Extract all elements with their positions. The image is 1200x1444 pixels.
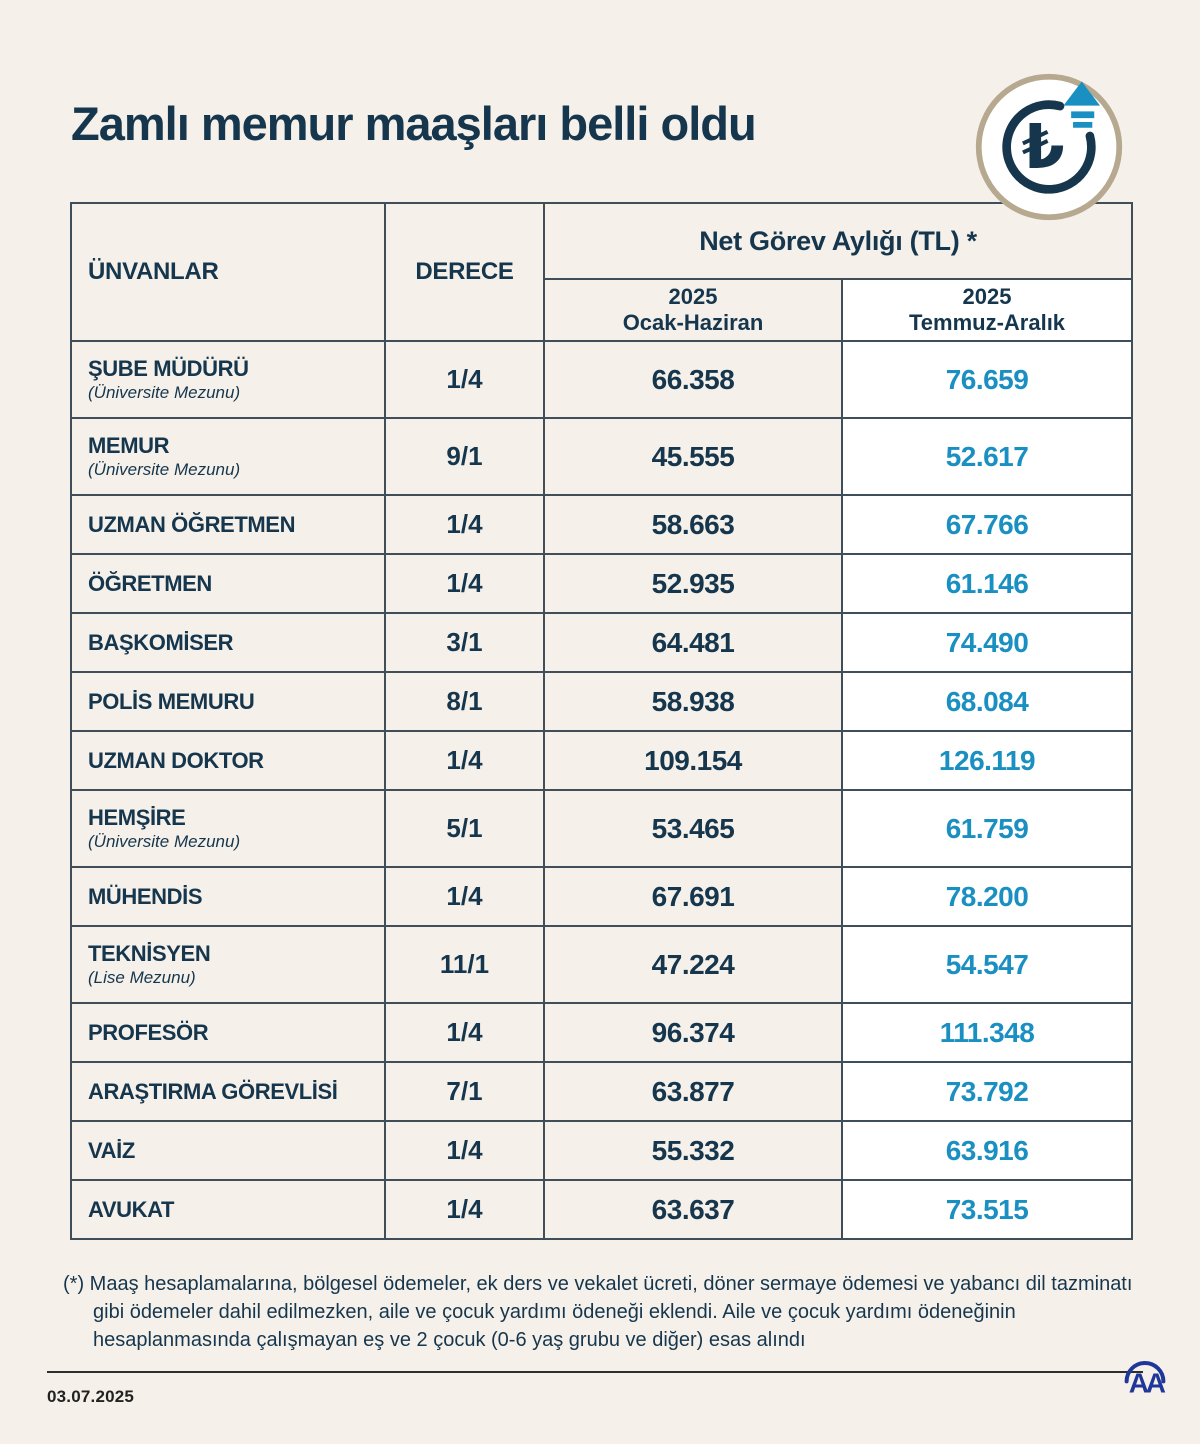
- derece-value: 1/4: [385, 1121, 544, 1180]
- job-title: UZMAN ÖĞRETMEN: [88, 511, 296, 537]
- salary-jul-dec: 78.200: [842, 867, 1132, 926]
- job-title: AVUKAT: [88, 1196, 174, 1222]
- derece-value: 5/1: [385, 790, 544, 867]
- table-row: [71, 672, 1132, 731]
- table-row: [71, 341, 1132, 418]
- derece-value: 1/4: [385, 867, 544, 926]
- salary-table: [70, 202, 1133, 1240]
- page-title: Zamlı memur maaşları belli oldu: [71, 97, 756, 150]
- job-title-cell: [71, 1121, 385, 1180]
- salary-jul-dec: 68.084: [842, 672, 1132, 731]
- salary-jul-dec: 73.515: [842, 1180, 1132, 1239]
- derece-value: 9/1: [385, 418, 544, 495]
- salary-jan-jun: 58.938: [544, 672, 842, 731]
- col-header-unvanlar: ÜNVANLAR: [71, 203, 385, 341]
- job-title-cell: [71, 731, 385, 790]
- table-row: [71, 731, 1132, 790]
- job-title-cell: [71, 1062, 385, 1121]
- job-title-cell: [71, 495, 385, 554]
- job-title-cell: [71, 341, 385, 418]
- job-title: UZMAN DOKTOR: [88, 747, 264, 773]
- salary-jan-jun: 63.877: [544, 1062, 842, 1121]
- salary-jul-dec: 73.792: [842, 1062, 1132, 1121]
- job-title-cell: [71, 790, 385, 867]
- col-header-period-2: [842, 279, 1132, 341]
- salary-jan-jun: 45.555: [544, 418, 842, 495]
- salary-jul-dec: 126.119: [842, 731, 1132, 790]
- salary-jul-dec: 63.916: [842, 1121, 1132, 1180]
- salary-jan-jun: 53.465: [544, 790, 842, 867]
- salary-jan-jun: 67.691: [544, 867, 842, 926]
- salary-jul-dec: 61.759: [842, 790, 1132, 867]
- job-title-cell: [71, 867, 385, 926]
- job-subtitle: (Üniversite Mezunu): [88, 460, 241, 479]
- salary-jul-dec: 61.146: [842, 554, 1132, 613]
- col-header-period-1: [544, 279, 842, 341]
- job-title: TEKNİSYEN: [88, 941, 211, 966]
- job-title: PROFESÖR: [88, 1019, 209, 1045]
- job-subtitle: (Üniversite Mezunu): [88, 832, 241, 851]
- period-2-label: Temmuz-Aralık: [908, 310, 1066, 335]
- period-1-label: Ocak-Haziran: [622, 310, 764, 335]
- job-title-cell: [71, 1180, 385, 1239]
- table-row: [71, 613, 1132, 672]
- derece-value: 11/1: [385, 926, 544, 1003]
- derece-value: 7/1: [385, 1062, 544, 1121]
- job-title: ŞUBE MÜDÜRÜ: [88, 356, 249, 381]
- derece-value: 1/4: [385, 1003, 544, 1062]
- derece-value: 3/1: [385, 613, 544, 672]
- publish-date: 03.07.2025: [47, 1387, 135, 1406]
- job-title-cell: [71, 926, 385, 1003]
- job-title: MÜHENDİS: [88, 883, 203, 909]
- lira-rise-icon: [972, 70, 1126, 224]
- salary-jan-jun: 47.224: [544, 926, 842, 1003]
- derece-value: 1/4: [385, 1180, 544, 1239]
- table-row: [71, 1180, 1132, 1239]
- table-row: [71, 1003, 1132, 1062]
- job-title: VAİZ: [88, 1137, 135, 1163]
- salary-jan-jun: 58.663: [544, 495, 842, 554]
- table-row: [71, 495, 1132, 554]
- table-row: [71, 418, 1132, 495]
- job-title-cell: [71, 1003, 385, 1062]
- job-subtitle: (Üniversite Mezunu): [88, 383, 241, 402]
- job-title-cell: [71, 613, 385, 672]
- salary-jul-dec: 111.348: [842, 1003, 1132, 1062]
- salary-jan-jun: 64.481: [544, 613, 842, 672]
- salary-jan-jun: 55.332: [544, 1121, 842, 1180]
- aa-agency-logo: [1121, 1351, 1169, 1399]
- period-1-year: 2025: [668, 284, 718, 309]
- salary-jan-jun: 109.154: [544, 731, 842, 790]
- salary-jul-dec: 74.490: [842, 613, 1132, 672]
- derece-value: 1/4: [385, 341, 544, 418]
- table-row: [71, 554, 1132, 613]
- job-title-cell: [71, 672, 385, 731]
- col-header-derece: DERECE: [385, 203, 544, 341]
- table-row: [71, 926, 1132, 1003]
- derece-value: 1/4: [385, 554, 544, 613]
- table-row: [71, 867, 1132, 926]
- job-title: MEMUR: [88, 433, 170, 458]
- job-title-cell: [71, 418, 385, 495]
- job-title: ARAŞTIRMA GÖREVLİSİ: [88, 1078, 338, 1104]
- footer-divider: [47, 1371, 1143, 1373]
- table-row: [71, 1062, 1132, 1121]
- job-subtitle: (Lise Mezunu): [88, 968, 196, 987]
- lira-symbol: ₺: [1021, 111, 1065, 183]
- salary-jan-jun: 52.935: [544, 554, 842, 613]
- salary-jan-jun: 66.358: [544, 341, 842, 418]
- table-row: [71, 1121, 1132, 1180]
- derece-value: 8/1: [385, 672, 544, 731]
- salary-jul-dec: 76.659: [842, 341, 1132, 418]
- salary-jul-dec: 52.617: [842, 418, 1132, 495]
- page-header: [0, 0, 1200, 202]
- job-title: BAŞKOMİSER: [88, 629, 234, 655]
- salary-table-body: [71, 341, 1132, 1239]
- salary-jan-jun: 96.374: [544, 1003, 842, 1062]
- job-title: HEMŞİRE: [88, 805, 186, 830]
- job-title: POLİS MEMURU: [88, 688, 255, 714]
- footnote: (*) Maaş hesaplamalarına, bölgesel ödemeler, ek ders ve vekalet ücreti, döner sermaye ödemesi ve yabancı dil tazminatı gibi ödemeler dahil edilmezken, aile ve çocuk yardımı ödeneği eklendi. Aile ve çocuk yardımı ödeneğinin hesaplanmasında çalışmayan eş ve 2 çocuk (0-6 yaş grubu ve diğer) esas alındı: [63, 1273, 1133, 1351]
- derece-value: 1/4: [385, 731, 544, 790]
- salary-jan-jun: 63.637: [544, 1180, 842, 1239]
- aa-logo-letters: AA: [1128, 1367, 1163, 1399]
- salary-jul-dec: 54.547: [842, 926, 1132, 1003]
- job-title-cell: [71, 554, 385, 613]
- period-2-year: 2025: [962, 284, 1012, 309]
- col-header-net-gorev: Net Görev Aylığı (TL) *: [544, 203, 1132, 279]
- table-row: [71, 790, 1132, 867]
- derece-value: 1/4: [385, 495, 544, 554]
- job-title: ÖĞRETMEN: [88, 570, 212, 596]
- salary-jul-dec: 67.766: [842, 495, 1132, 554]
